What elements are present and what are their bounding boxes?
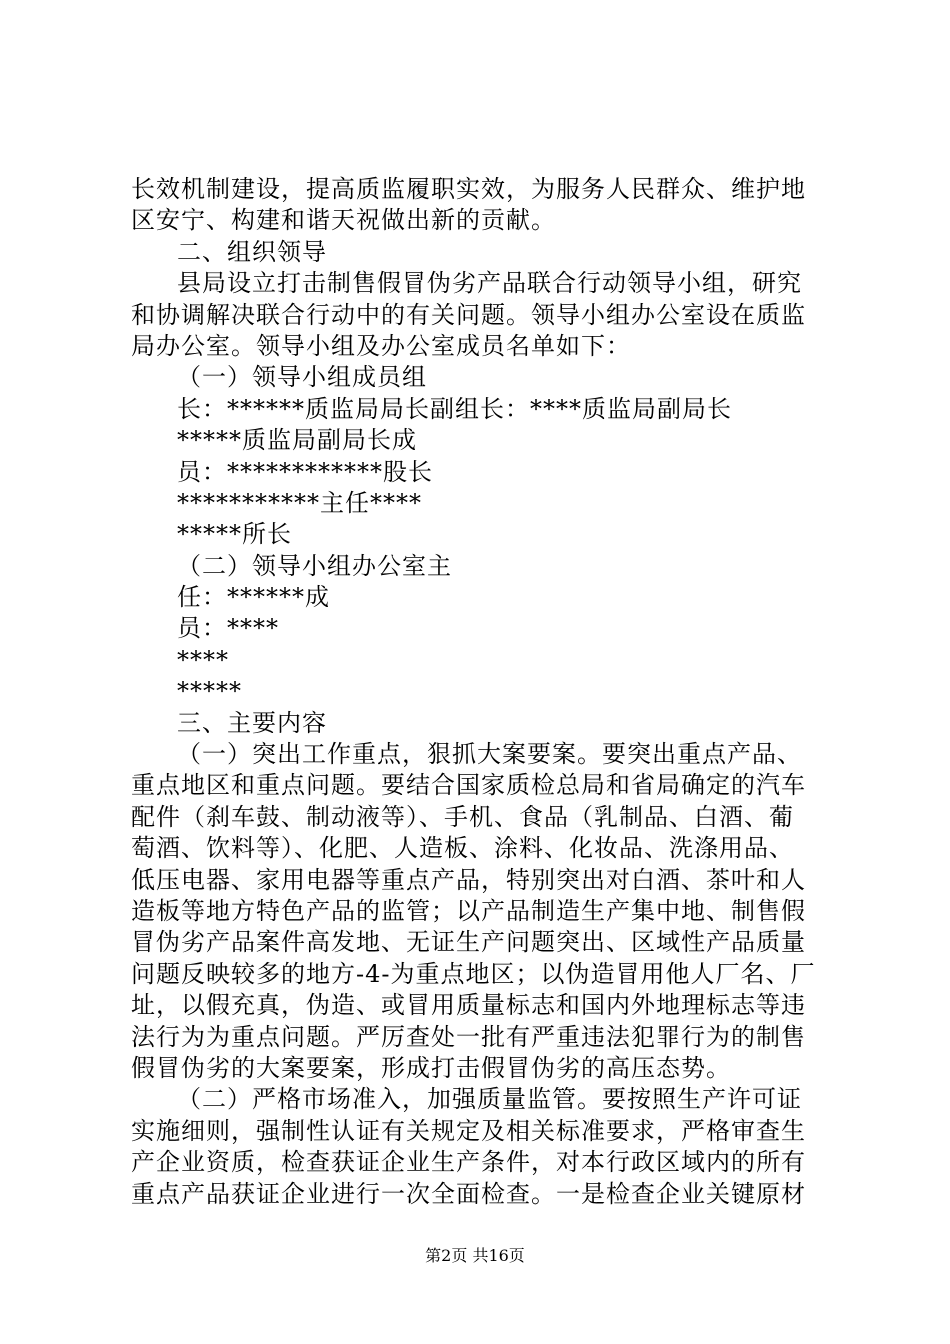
text-line: **** [177, 645, 229, 674]
text-line: ***** [177, 677, 242, 706]
text-line: 配件（刹车鼓、制动液等）、手机、食品（乳制品、白酒、葡 [131, 802, 794, 831]
body-text [131, 174, 831, 1210]
text-line: ***********主任**** [177, 488, 422, 517]
text-line: 假冒伪劣的大案要案，形成打击假冒伪劣的高压态势。 [131, 1053, 731, 1082]
text-line: 址，以假充真，伪造、或冒用质量标志和国内外地理标志等违 [131, 991, 806, 1020]
text-line: （二）严格市场准入，加强质量监管。要按照生产许可证 [177, 1085, 802, 1114]
text-line: 局办公室。领导小组及办公室成员名单如下： [131, 331, 631, 360]
text-line: 法行为为重点问题。严厉查处一批有严重违法犯罪行为的制售 [131, 1022, 806, 1051]
text-line: （一）突出工作重点，狠抓大案要案。要突出重点产品、 [177, 740, 802, 769]
text-line: 重点地区和重点问题。要结合国家质检总局和省局确定的汽车 [131, 771, 806, 800]
text-line: 三、主要内容 [177, 708, 327, 737]
text-line: 产企业资质，检查获证企业生产条件，对本行政区域内的所有 [131, 1148, 806, 1177]
text-line: *****质监局副局长成 [177, 426, 417, 455]
text-line: 员：************股长 [177, 457, 433, 486]
text-line: 低压电器、家用电器等重点产品，特别突出对白酒、茶叶和人 [131, 865, 806, 894]
text-line: （二）领导小组办公室主 [177, 551, 452, 580]
text-line: （一）领导小组成员组 [177, 363, 427, 392]
text-line: *****所长 [177, 520, 292, 549]
text-line: 造板等地方特色产品的监管；以产品制造生产集中地、制售假 [131, 896, 806, 925]
text-line: 区安宁、构建和谐天祝做出新的贡献。 [131, 206, 556, 235]
text-line: 长：******质监局局长副组长：****质监局副局长 [177, 394, 732, 423]
text-line: 萄酒、饮料等）、化肥、人造板、涂料、化妆品、洗涤用品、 [131, 834, 794, 863]
text-line: 二、组织领导 [177, 237, 327, 266]
text-line: 和协调解决联合行动中的有关问题。领导小组办公室设在质监 [131, 300, 806, 329]
text-line: 县局设立打击制售假冒伪劣产品联合行动领导小组，研究 [177, 269, 802, 298]
text-line: 长效机制建设，提高质监履职实效，为服务人民群众、维护地 [131, 175, 806, 203]
text-line: 员：**** [177, 614, 279, 643]
text-line: 任：******成 [177, 583, 330, 612]
text-line: 冒伪劣产品案件高发地、无证生产问题突出、区域性产品质量 [131, 928, 806, 957]
text-line: 实施细则，强制性认证有关规定及相关标准要求，严格审查生 [131, 1116, 806, 1145]
text-line: 问题反映较多的地方-4-为重点地区；以伪造冒用他人厂名、厂 [131, 959, 816, 988]
page-footer: 第2页 共16页 [425, 1246, 525, 1265]
text-line: 重点产品获证企业进行一次全面检查。一是检查企业关键原材 [131, 1179, 806, 1208]
